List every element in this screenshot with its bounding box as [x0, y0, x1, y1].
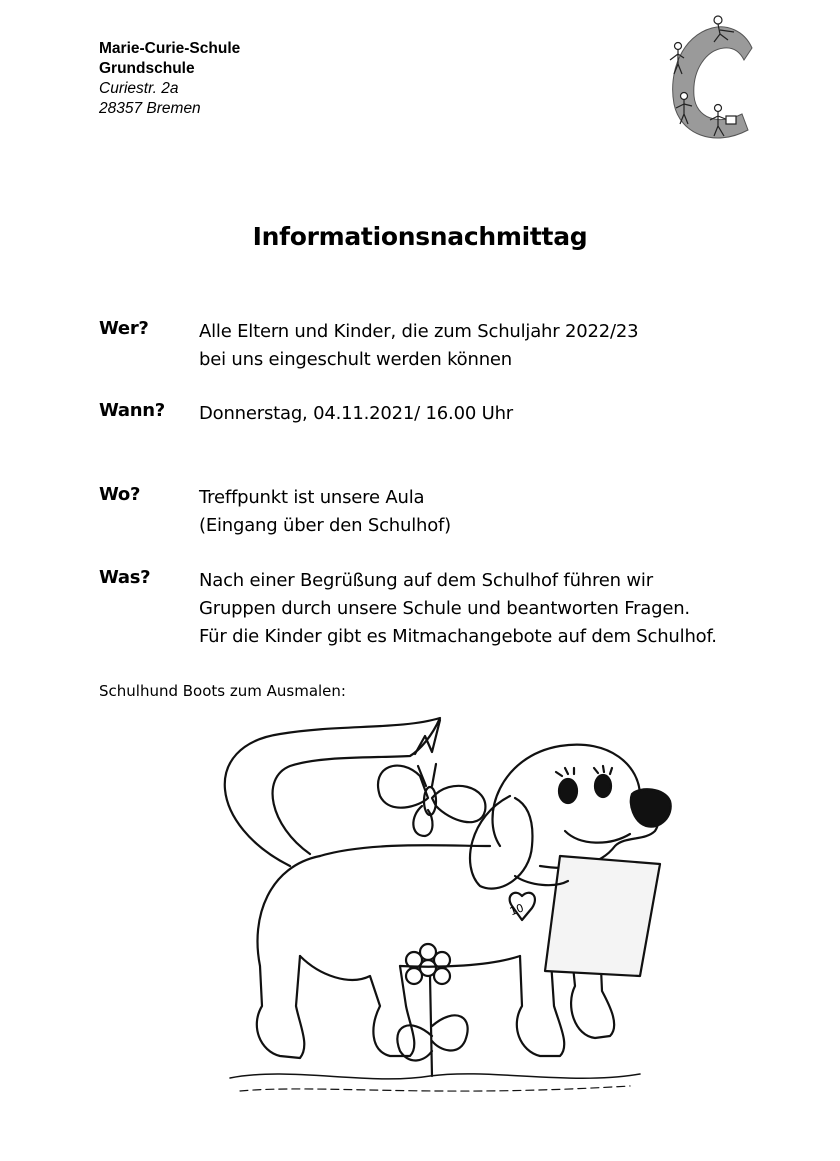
- tag-text: 10: [507, 901, 526, 919]
- info-text-was: [199, 567, 717, 651]
- school-address: [99, 39, 240, 119]
- info-line: bei uns eingeschult werden können: [199, 349, 512, 370]
- coloring-caption: Schulhund Boots zum Ausmalen:: [99, 682, 346, 700]
- info-label-wer: Wer?: [99, 318, 149, 339]
- info-line: Gruppen durch unsere Schule und beantworten Fragen.: [199, 598, 690, 619]
- info-line: Treffpunkt ist unsere Aula: [199, 487, 425, 508]
- info-line: Für die Kinder gibt es Mitmachangebote auf dem Schulhof.: [199, 626, 717, 647]
- info-text-wann: [199, 400, 513, 428]
- info-line: Donnerstag, 04.11.2021/ 16.00 Uhr: [199, 403, 513, 424]
- info-text-wer: [199, 318, 638, 374]
- dog-coloring-image: [170, 706, 680, 1114]
- page-title: Informationsnachmittag: [252, 222, 588, 251]
- info-line: Nach einer Begrüßung auf dem Schulhof führen wir: [199, 570, 653, 591]
- info-label-wann: Wann?: [99, 400, 165, 421]
- info-label-was: Was?: [99, 567, 151, 588]
- school-type: Grundschule: [99, 60, 195, 77]
- info-line: (Eingang über den Schulhof): [199, 515, 451, 536]
- info-line: Alle Eltern und Kinder, die zum Schuljahr 2022/23: [199, 321, 639, 342]
- school-street: Curiestr. 2a: [99, 80, 179, 97]
- info-text-wo: [199, 484, 451, 540]
- school-logo-icon: [656, 12, 760, 150]
- school-name: Marie-Curie-Schule: [99, 40, 241, 57]
- school-city: 28357 Bremen: [99, 100, 201, 117]
- info-label-wo: Wo?: [99, 484, 141, 505]
